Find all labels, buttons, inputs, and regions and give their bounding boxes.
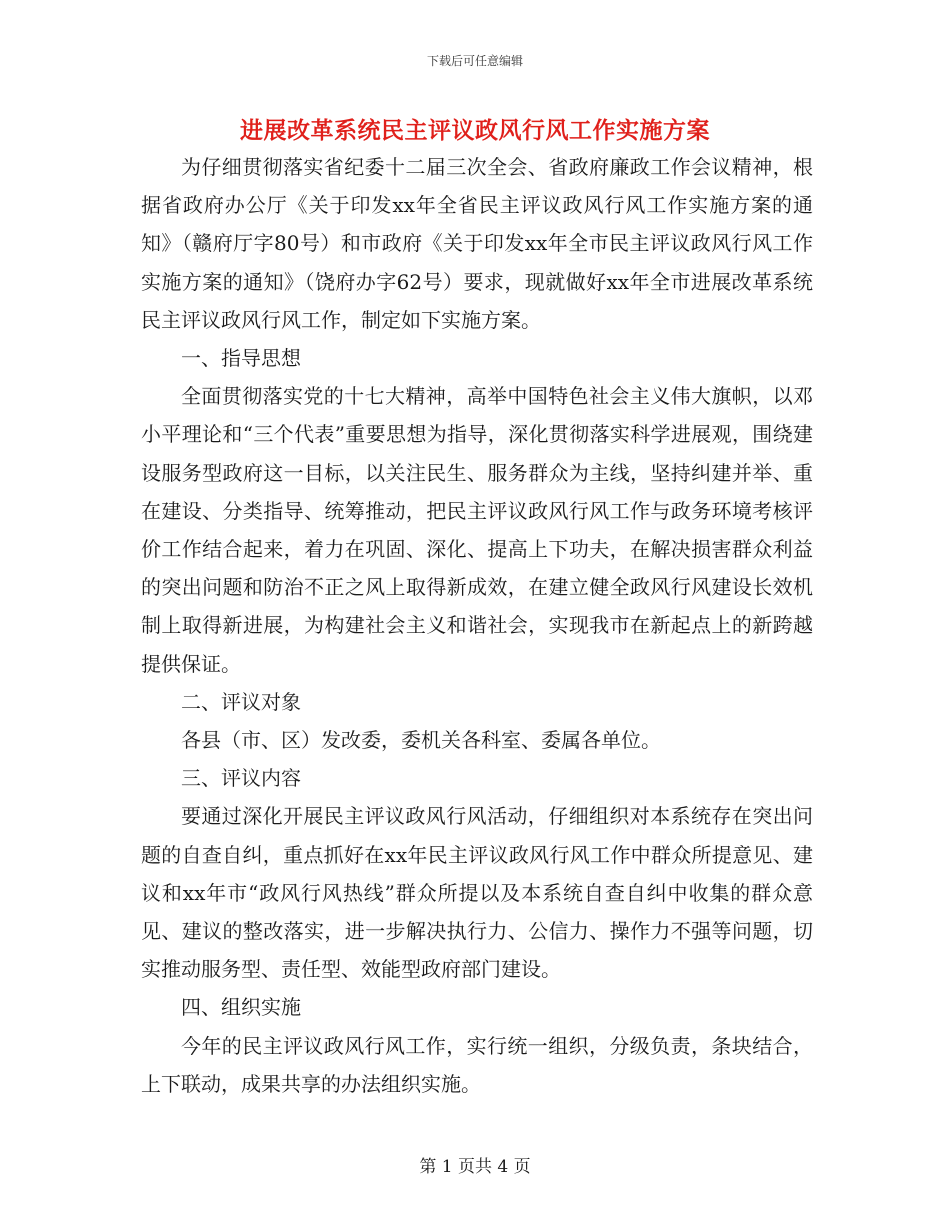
document-body: [141, 148, 813, 1103]
section-heading-review-targets: 二、评议对象: [181, 689, 301, 714]
page-footer: 第 1 页共 4 页: [419, 1157, 531, 1177]
document-title: 进展改革系统民主评议政风行风工作实施方案: [240, 117, 710, 144]
review-targets-paragraph: 各县（市、区）发改委，委机关各科室、委属各单位。: [181, 728, 661, 753]
header-note: 下载后可任意编辑: [426, 54, 523, 68]
section-heading-organization: 四、组织实施: [181, 995, 301, 1020]
guiding-ideology-paragraph: 全面贯彻落实党的十七大精神，高举中国特色社会主义伟大旗帜，以邓小平理论和“三个代表”重要思想为指导，深化贯彻落实科学进展观，围绕建设服务型政府这一目标，以关注民生、服务群众为主线，坚持纠建并举、重在建设、分类指导、统筹推动，把民主评议政风行风工作与政务环境考核评价工作结合起来，着力在巩固、深化、提高上下功夫，在解决损害群众利益的突出问题和防治不正之风上取得新成效，在建立健全政风行风建设长效机制上取得新进展，为构建社会主义和谐社会，实现我市在新起点上的新跨越提供保证。: [141, 384, 813, 676]
section-heading-guiding-ideology: 一、指导思想: [181, 346, 301, 371]
review-content-paragraph: 要通过深化开展民主评议政风行风活动，仔细组织对本系统存在突出问题的自查自纠，重点抓好在xx年民主评议政风行风工作中群众所提意见、建议和xx年市“政风行风热线”群众所提以及本系统自查自纠中收集的群众意见、建议的整改落实，进一步解决执行力、公信力、操作力不强等问题，切实推动服务型、责任型、效能型政府部门建设。: [141, 804, 813, 982]
section-heading-review-content: 三、评议内容: [181, 766, 301, 791]
organization-paragraph: 今年的民主评议政风行风工作，实行统一组织，分级负责，条块结合，上下联动，成果共享的办法组织实施。: [141, 1033, 813, 1096]
intro-paragraph: 为仔细贯彻落实省纪委十二届三次全会、省政府廉政工作会议精神，根据省政府办公厅《关于印发xx年全省民主评议政风行风工作实施方案的通知》（赣府厅字80号）和市政府《关于印发xx年全市民主评议政风行风工作实施方案的通知》（饶府办字62号）要求，现就做好xx年全市进展改革系统民主评议政风行风工作，制定如下实施方案。: [141, 155, 813, 332]
